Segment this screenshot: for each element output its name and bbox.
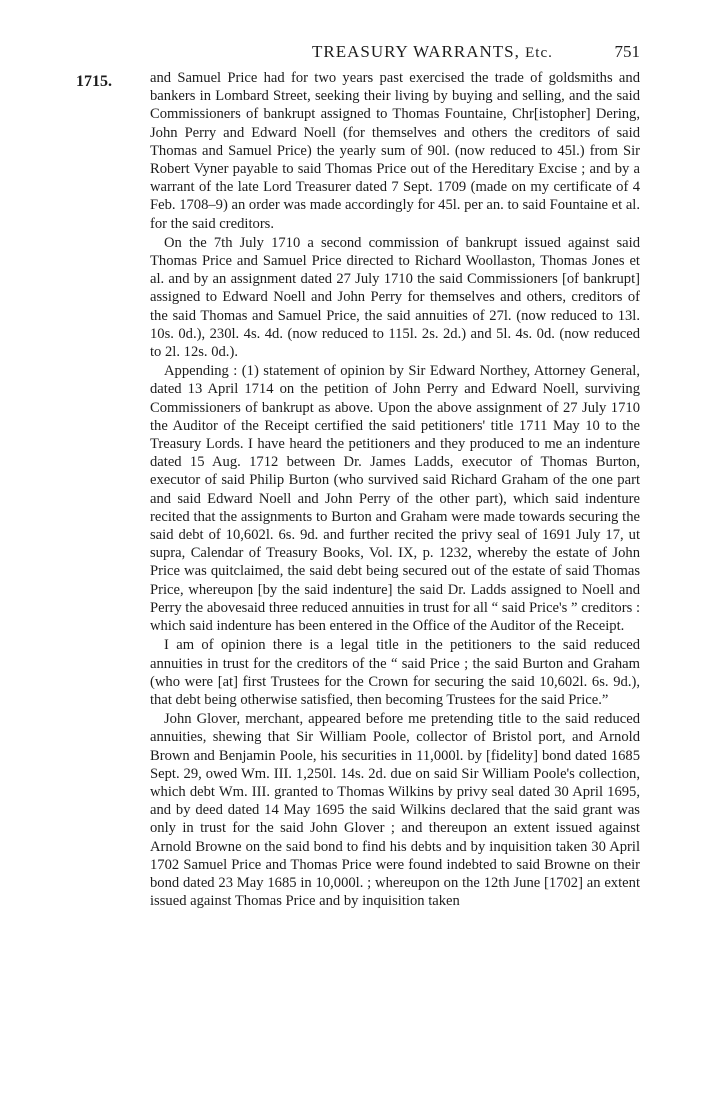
page-header xyxy=(150,42,640,66)
paragraph: Appending : (1) statement of opinion by Sir Edward Northey, Attorney General, dated 13 April 1714 on the petition of John Perry and Edward Noell, surviving Commissioners of bankrupt as above. Upon the above assignment of 27 July 1710 the Auditor of the Receipt certified the said petitioners' title 1711 May 10 to the Treasury Lords. I have heard the petitioners and they produced to me an indenture dated 15 Aug. 1712 between Dr. James Ladds, executor of Thomas Burton, executor of said Philip Burton (who survived said Richard Graham of the one part and said Edward Noell and John Perry of the other part), which said indenture recited that the assignments to Burton and Graham were made towards securing the said debt of 10,602l. 6s. 9d. and further recited the privy seal of 1691 July 17, ut supra, Calendar of Treasury Books, Vol. IX, p. 1232, whereby the estate of John Price was quitclaimed, the said debt being secured out of the estate of said Thomas Price, whereupon [by the said indenture] the said Dr. Ladds assigned to Noell and Perry the abovesaid three reduced annuities in trust for all “ said Price's ” creditors : which said indenture has been entered in the Office of the Auditor of the Receipt. xyxy=(150,363,640,635)
paragraph: John Glover, merchant, appeared before me pretending title to the said reduced annuities, shewing that Sir William Poole, collector of Bristol port, and Arnold Brown and Benjamin Poole, his securities in 11,000l. by [fidelity] bond dated 1685 Sept. 29, owed Wm. III. 1,250l. 14s. 2d. due on said Sir William Poole's collection, which debt Wm. III. granted to Thomas Wilkins by privy seal dated 30 April 1695, and by deed dated 14 May 1695 the said Wilkins declared that the said grant was only in trust for the said John Glover ; and thereupon an extent issued against Arnold Browne on the said bond to find his debts and by inquisition taken 30 April 1702 Samuel Price and Thomas Price were found indebted to said Browne on their bond dated 23 May 1685 in 10,000l. ; whereupon on the 12th June [1702] an extent issued against Thomas Price and by inquisition taken xyxy=(150,711,640,910)
paragraph: and Samuel Price had for two years past exercised the trade of goldsmiths and bankers in Lombard Street, seeking their living by buying and selling, and the said Commissioners of bankrupt assigned to Thomas Fountaine, Chr[istopher] Dering, John Perry and Edward Noell (for themselves and others the creditors of said Thomas and Samuel Price) the yearly sum of 90l. (now reduced to 45l.) from Sir Robert Vyner payable to said Thomas Price out of the Hereditary Excise ; and by a warrant of the late Lord Treasurer dated 7 Sept. 1709 (made on my certificate of 4 Feb. 1708–9) an order was made accordingly for 45l. per an. to said Fountaine et al. for the said creditors. xyxy=(150,70,640,232)
page-number: 751 xyxy=(614,42,640,61)
body-text xyxy=(150,69,640,911)
paragraph: I am of opinion there is a legal title in the petitioners to the said reduced annuities in trust for the creditors of the “ said Price ; the said Burton and Graham (who were [at] first Trustees for the Crown for securing the said 10,602l. 6s. 9d.), that debt being otherwise satisfied, then becoming Trustees for the said Price.” xyxy=(150,637,640,708)
running-title: TREASURY WARRANTS, Etc. xyxy=(312,42,553,61)
paragraph: On the 7th July 1710 a second commission of bankrupt issued against said Thomas Price and Samuel Price directed to Richard Woollaston, Thomas Jones et al. and by an assignment dated 27 July 1710 the said Commissioners [of bankrupt] assigned to Edward Noell and John Perry for themselves and others, creditors of the said Thomas and Samuel Price, the said annuities of 27l. (now reduced to 13l. 10s. 0d.), 230l. 4s. 4d. (now reduced to 115l. 2s. 2d.) and 5l. 4s. 0d. (now reduced to 2l. 12s. 0d.). xyxy=(150,234,640,361)
margin-year: 1715. xyxy=(76,73,112,90)
running-title-etc: Etc. xyxy=(525,45,553,61)
